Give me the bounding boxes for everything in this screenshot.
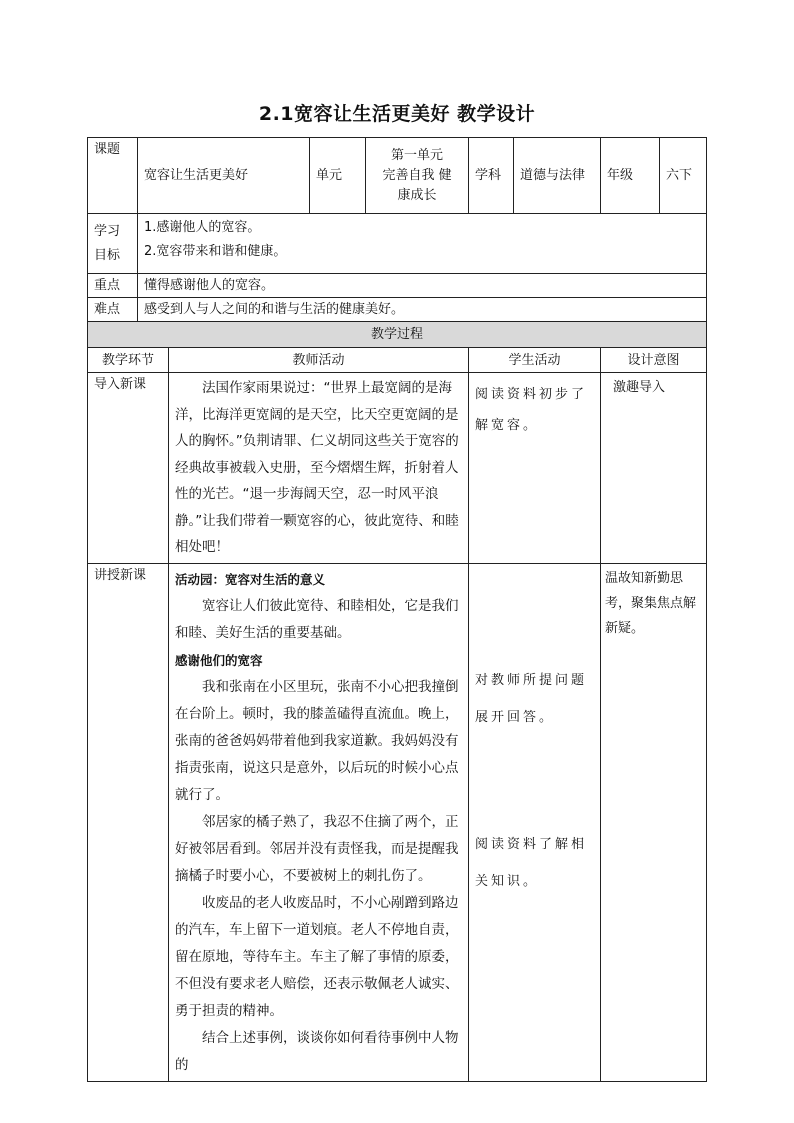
- objectives-row: [88, 214, 707, 274]
- activity-heading: 活动园：宽容对生活的意义: [175, 571, 326, 587]
- objectives-list: [138, 214, 707, 274]
- topic-label: 课题: [88, 138, 138, 214]
- student-activity-cell: [469, 373, 601, 564]
- grade-label: 年级: [601, 138, 660, 214]
- design-intent-cell: [601, 373, 707, 564]
- student-activity-text: 对教师所提问题展开回答。: [475, 672, 588, 725]
- student-activity-text: 阅读资料了解相关知识。: [475, 836, 588, 889]
- page-title: 2.1宽容让生活更美好 教学设计: [258, 103, 536, 125]
- key-point-value: 懂得感谢他人的宽容。: [138, 274, 707, 298]
- column-header-teacher: 教师活动: [169, 348, 469, 373]
- design-intent-text: 温故知新勤思考，聚集焦点解新疑。: [605, 570, 697, 636]
- teacher-paragraph: 收废品的老人收废品时，不小心剐蹭到路边的汽车，车上留下一道划痕。老人不停地自责，留在原地，等待车主。车主了解了事情的原委，不但没有要求老人赔偿，还表示敬佩老人诚实、勇于担责的精神。: [175, 894, 459, 1019]
- student-activity-cell: [469, 563, 601, 1081]
- stage-cell: 讲授新课: [88, 563, 169, 1081]
- teacher-paragraph: 宽容让人们彼此宽待、和睦相处，它是我们和睦、美好生活的重要基础。: [175, 597, 459, 641]
- key-point-row: [88, 274, 707, 298]
- unit-label: 单元: [310, 138, 366, 214]
- column-header-student: 学生活动: [469, 348, 601, 373]
- section-heading: 感谢他们的宽容: [175, 652, 263, 668]
- lesson-plan-table: [87, 137, 707, 1082]
- teacher-activity-cell: [169, 563, 469, 1081]
- grade-value: 六下: [660, 138, 707, 214]
- difficulty-row: [88, 298, 707, 322]
- teacher-paragraph: 我和张南在小区里玩，张南不小心把我撞倒在台阶上。顿时，我的膝盖磕得直流血。晚上，张南的爸爸妈妈带着他到我家道歉。我妈妈没有指责张南，说这只是意外，以后玩的时候小心点就行了。: [175, 678, 459, 803]
- info-row: [88, 138, 707, 214]
- process-title: 教学过程: [88, 322, 707, 348]
- teacher-activity-cell: [169, 373, 469, 564]
- difficulty-value: 感受到人与人之间的和谐与生活的健康美好。: [138, 298, 707, 322]
- column-header-stage: 教学环节: [88, 348, 169, 373]
- key-point-label: 重点: [88, 274, 138, 298]
- student-activity-text: 阅读资料初步了解宽容。: [475, 387, 588, 433]
- design-intent-text: 激趣导入: [613, 380, 666, 395]
- process-title-row: [88, 322, 707, 348]
- process-header-row: [88, 348, 707, 373]
- column-header-intent: 设计意图: [601, 348, 707, 373]
- difficulty-label: 难点: [88, 298, 138, 322]
- objectives-label: 学习 目标: [88, 214, 138, 274]
- design-intent-cell: [601, 563, 707, 1081]
- teacher-paragraph: 邻居家的橘子熟了，我忍不住摘了两个，正好被邻居看到。邻居并没有责怪我，而是提醒我摘橘子时要小心，不要被树上的刺扎伤了。: [175, 813, 459, 884]
- table-row: [88, 563, 707, 1081]
- table-row: [88, 373, 707, 564]
- topic-value: 宽容让生活更美好: [138, 138, 310, 214]
- teacher-paragraph: 结合上述事例，谈谈你如何看待事例中人物的: [175, 1029, 459, 1073]
- teacher-paragraph: 法国作家雨果说过：“世界上最宽阔的是海洋，比海洋更宽阔的是天空，比天空更宽阔的是人的胸怀。”负荆请罪、仁义胡同这些关于宽容的经典故事被载入史册，至今熠熠生辉，折射着人性的光芒。“退一步海阔天空，忍一时风平浪静。”让我们带着一颗宽容的心，彼此宽待、和睦相处吧！: [175, 380, 459, 555]
- subject-value: 道德与法律: [514, 138, 601, 214]
- unit-value: 第一单元 完善自我 健 康成长: [366, 138, 469, 214]
- objective-item: 1.感谢他人的宽容。: [144, 220, 261, 235]
- stage-cell: 导入新课: [88, 373, 169, 564]
- objective-item: 2.宽容带来和谐和健康。: [144, 244, 287, 259]
- subject-label: 学科: [469, 138, 514, 214]
